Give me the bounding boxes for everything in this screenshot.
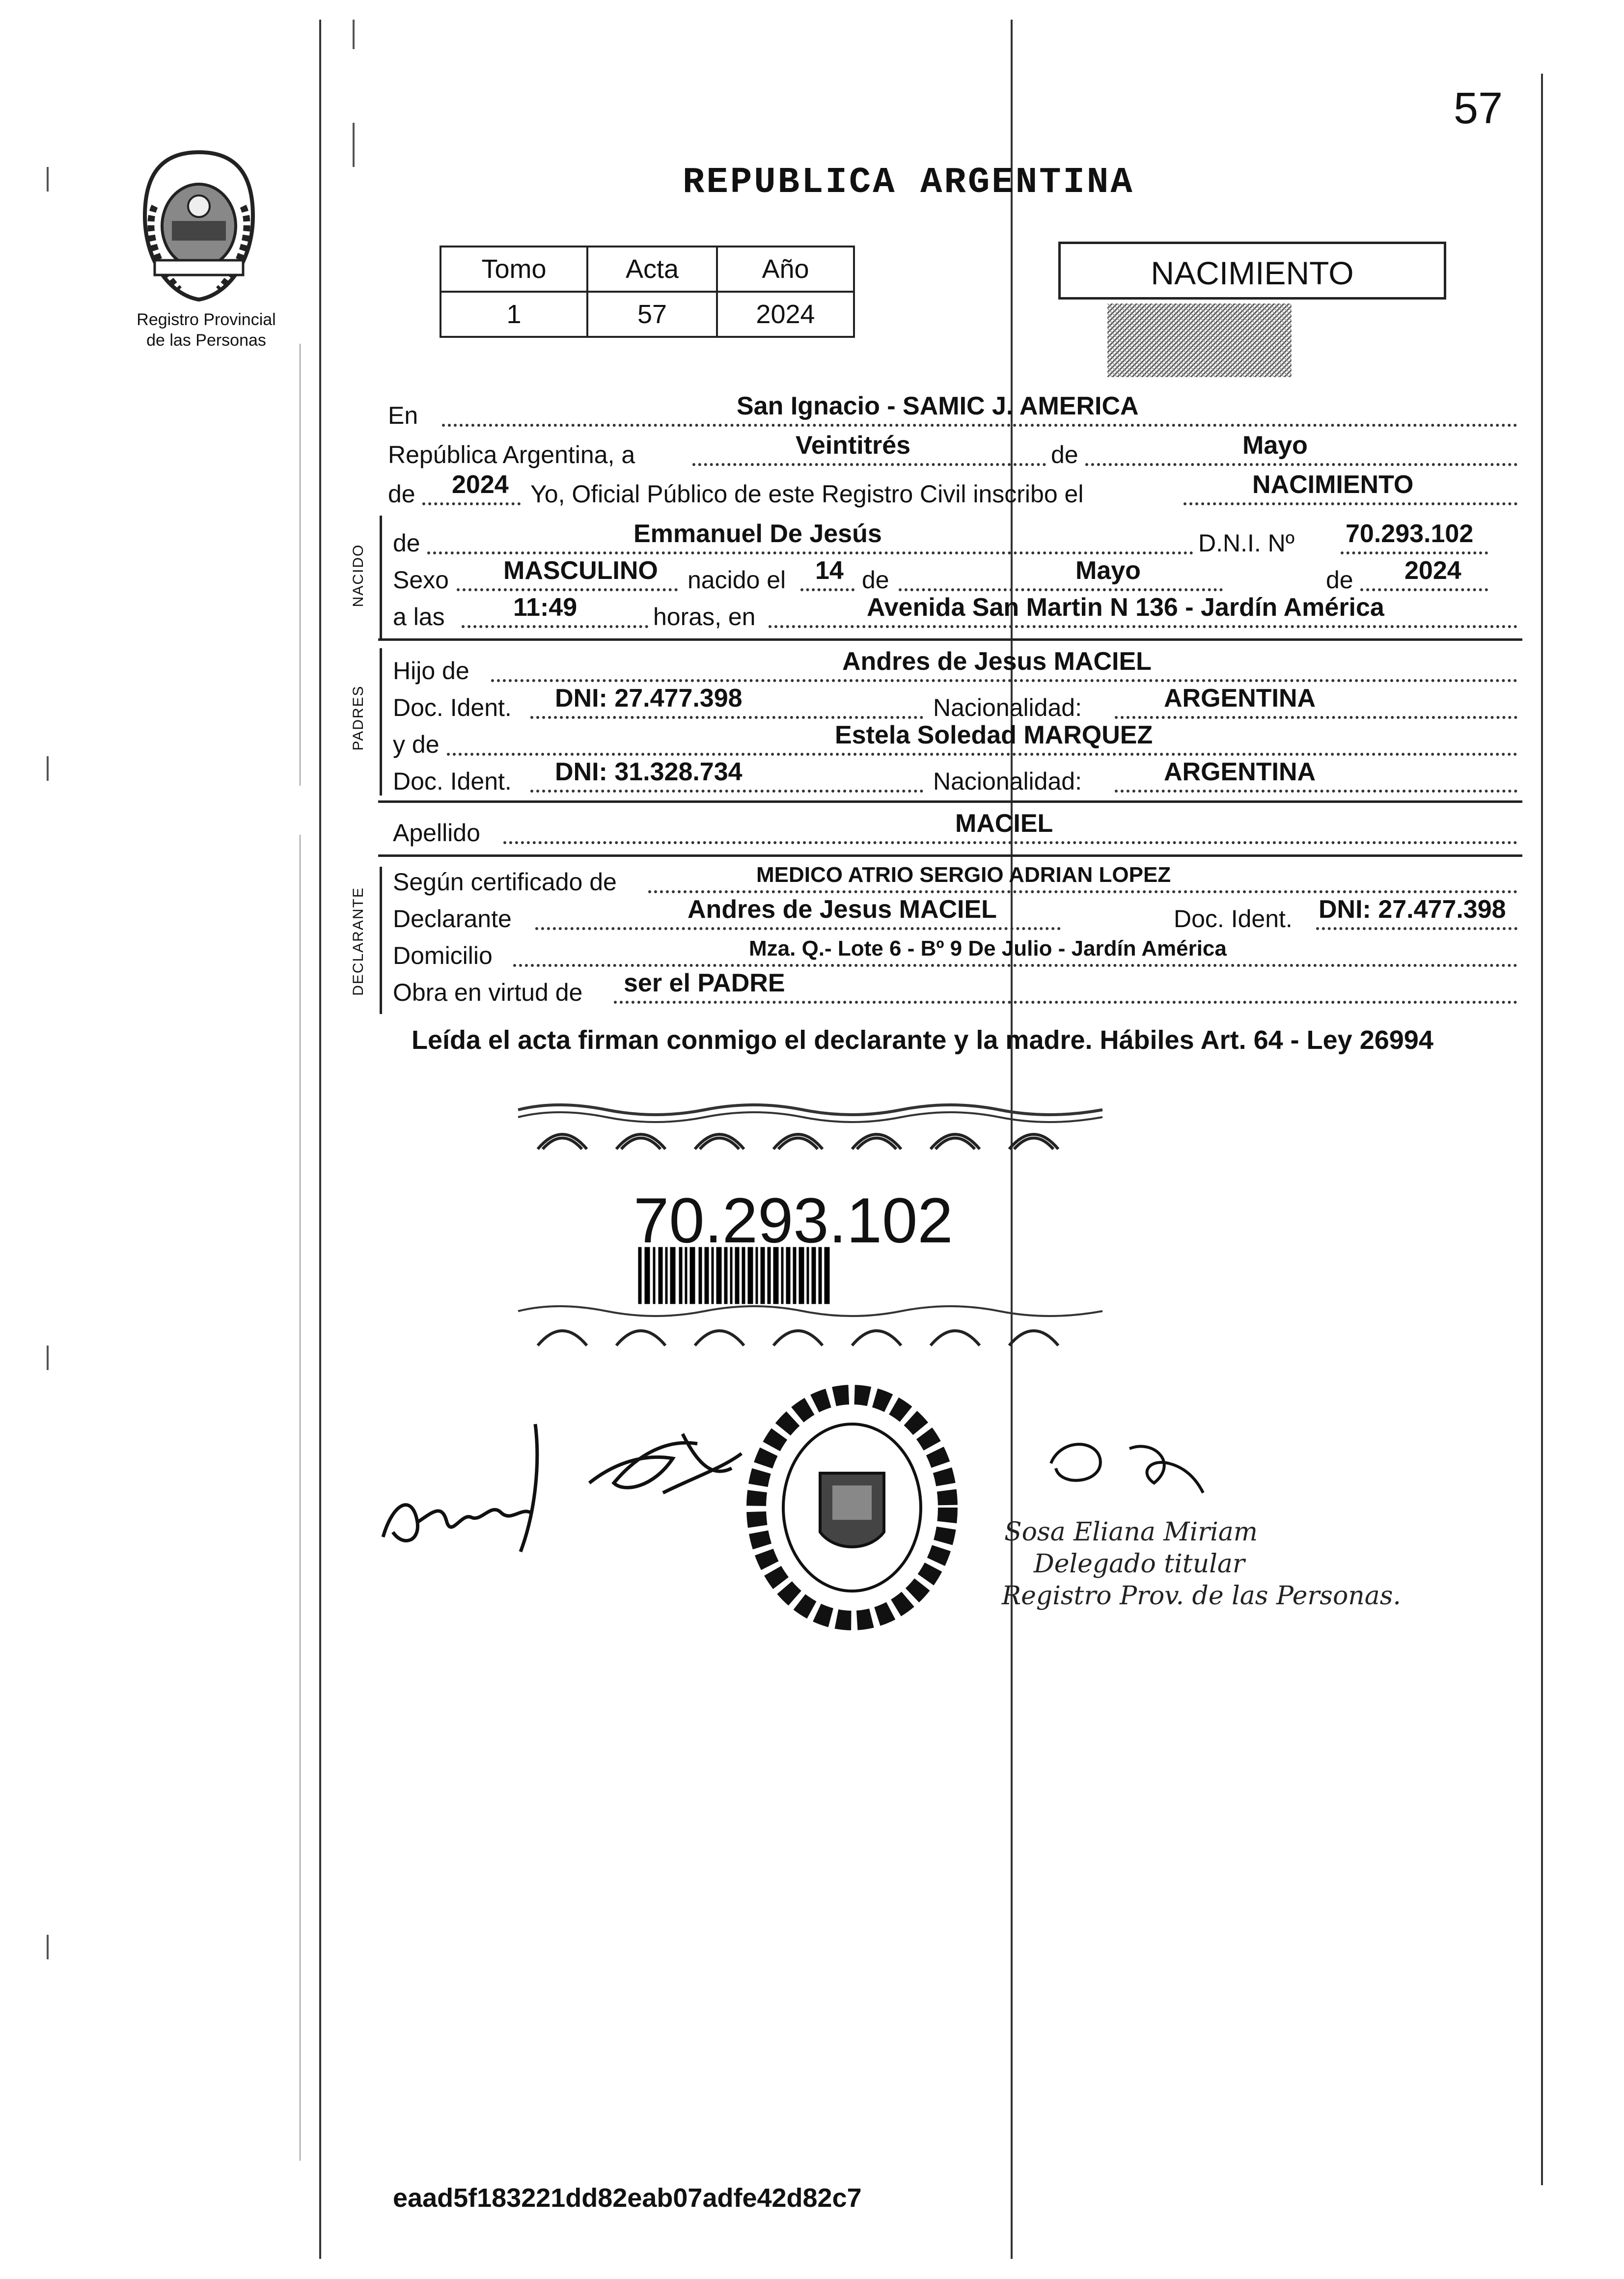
row-hijo-de: [393, 647, 1517, 685]
page-number: 57: [1454, 84, 1503, 133]
country-title: REPUBLICA ARGENTINA: [683, 162, 1134, 203]
value-tomo: 1: [440, 292, 587, 337]
domicilio-value: Mza. Q.- Lote 6 - Bº 9 De Julio - Jardín América: [749, 936, 1227, 961]
nacido-de-label: de: [393, 529, 420, 557]
y-de-label: y de: [393, 731, 440, 758]
row-declarante: [393, 895, 1517, 933]
birth-month-value: Mayo: [1075, 556, 1141, 585]
day-value: Veintitrés: [796, 431, 911, 460]
obra-value: ser el PADRE: [624, 969, 785, 997]
registry-caption: [118, 309, 295, 351]
value-acta: 57: [587, 292, 717, 337]
row-en: [388, 392, 1517, 430]
republica-label: República Argentina, a: [388, 441, 635, 468]
de-label: de: [1051, 441, 1078, 468]
madre-doc-value: DNI: 31.328.734: [555, 758, 743, 786]
inscribo-value: NACIMIENTO: [1252, 470, 1414, 499]
declarante-label: Declarante: [393, 905, 512, 933]
handwritten-line3: Registro Prov. de las Personas.: [1002, 1581, 1401, 1611]
madre-nac-value: ARGENTINA: [1164, 758, 1316, 786]
row-hora: [393, 593, 1517, 631]
nacido-name-value: Emmanuel De Jesús: [633, 520, 882, 548]
row-republica: [388, 431, 1517, 469]
dni-seal-number: 70.293.102: [633, 1184, 953, 1256]
month-value: Mayo: [1242, 431, 1308, 460]
yo-text: Yo, Oficial Público de este Registro Civil inscribo el: [530, 480, 1084, 508]
madre-value: Estela Soledad MARQUEZ: [835, 721, 1153, 749]
handwritten-line2: Delegado titular: [1034, 1549, 1245, 1579]
row-madre-doc: [393, 758, 1517, 796]
row-domicilio: [393, 936, 1517, 970]
margin-line: [319, 20, 321, 2259]
declarante-doc-label: Doc. Ident.: [1174, 905, 1293, 933]
hijo-de-label: Hijo de: [393, 657, 469, 685]
record-table: [440, 246, 855, 338]
dash-mark: [300, 344, 301, 786]
declarante-value: Andres de Jesus MACIEL: [688, 895, 997, 924]
row-yo: [388, 470, 1517, 508]
domicilio-label: Domicilio: [393, 942, 493, 969]
declarante-section-label: DECLARANTE: [350, 887, 366, 996]
dash-mark: [353, 20, 355, 49]
handwritten-line1: Sosa Eliana Miriam: [1004, 1517, 1258, 1547]
place-value: San Ignacio - SAMIC J. AMERICA: [737, 392, 1139, 420]
padre-doc-label: Doc. Ident.: [393, 694, 512, 721]
madre-signature-icon: [584, 1424, 746, 1508]
row-obra: [393, 969, 1517, 1007]
hora-value: 11:49: [513, 593, 578, 622]
closing-note: Leída el acta firman conmigo el declarante y la madre. Hábiles Art. 64 - Ley 26994: [412, 1025, 1433, 1055]
declarante-signature-icon: [373, 1414, 604, 1562]
en-label: En: [388, 402, 418, 429]
official-stamp-icon: [746, 1385, 958, 1630]
padre-nac-value: ARGENTINA: [1164, 684, 1316, 713]
province-emblem-icon: [125, 147, 273, 304]
oficial-signature-icon: [1041, 1434, 1272, 1517]
value-anio: 2024: [717, 292, 854, 337]
security-pattern-icon: [1107, 303, 1292, 377]
padre-nacionalidad-label: Nacionalidad:: [933, 694, 1082, 721]
nacido-de-label2: de: [862, 566, 889, 594]
lugar-value: Avenida San Martin N 136 - Jardín América: [867, 593, 1384, 622]
dash-mark: [47, 1935, 49, 1959]
birth-day-value: 14: [815, 556, 844, 585]
dash-mark: [300, 835, 301, 2161]
madre-nacionalidad-label: Nacionalidad:: [933, 768, 1082, 795]
year-value: 2024: [452, 470, 509, 499]
certificado-value: MEDICO ATRIO SERGIO ADRIAN LOPEZ: [756, 863, 1171, 887]
apellido-value: MACIEL: [955, 809, 1053, 838]
header-acta: Acta: [587, 247, 717, 292]
right-margin-line: [1541, 74, 1543, 2185]
dash-mark: [353, 123, 355, 167]
row-certificado: [393, 863, 1517, 896]
header-tomo: Tomo: [440, 247, 587, 292]
row-nacido-nombre: [393, 520, 1517, 557]
nacido-el-label: nacido el: [688, 566, 786, 594]
record-type-box: NACIMIENTO: [1058, 242, 1446, 300]
document-hash: eaad5f183221dd82eab07adfe42d82c7: [393, 2183, 862, 2213]
row-padre-doc: [393, 684, 1517, 722]
horas-en-label: horas, en: [653, 603, 756, 631]
padre-value: Andres de Jesus MACIEL: [842, 647, 1152, 676]
apellido-label: Apellido: [393, 819, 480, 847]
padres-section-label: PADRES: [350, 685, 366, 751]
registry-caption-line1: Registro Provincial: [137, 310, 276, 329]
madre-doc-label: Doc. Ident.: [393, 768, 512, 795]
padre-doc-value: DNI: 27.477.398: [555, 684, 743, 713]
nacido-dni-value: 70.293.102: [1346, 520, 1474, 548]
row-sexo: [393, 556, 1517, 594]
row-y-de: [393, 721, 1517, 759]
sexo-label: Sexo: [393, 566, 449, 594]
birth-year-value: 2024: [1404, 556, 1461, 585]
dash-mark: [47, 167, 49, 192]
header-anio: Año: [717, 247, 854, 292]
row-apellido: [393, 809, 1517, 847]
registry-caption-line2: de las Personas: [146, 331, 266, 350]
a-las-label: a las: [393, 603, 445, 631]
nacido-section-label: NACIDO: [350, 544, 366, 607]
sexo-value: MASCULINO: [503, 556, 658, 585]
declarante-doc-value: DNI: 27.477.398: [1319, 895, 1506, 924]
certificado-label: Según certificado de: [393, 868, 617, 896]
de2-label: de: [388, 480, 415, 508]
dash-mark: [47, 756, 49, 781]
dni-label: D.N.I. Nº: [1198, 529, 1295, 557]
obra-label: Obra en virtud de: [393, 979, 583, 1006]
dash-mark: [47, 1345, 49, 1370]
nacido-de-label3: de: [1326, 566, 1353, 594]
